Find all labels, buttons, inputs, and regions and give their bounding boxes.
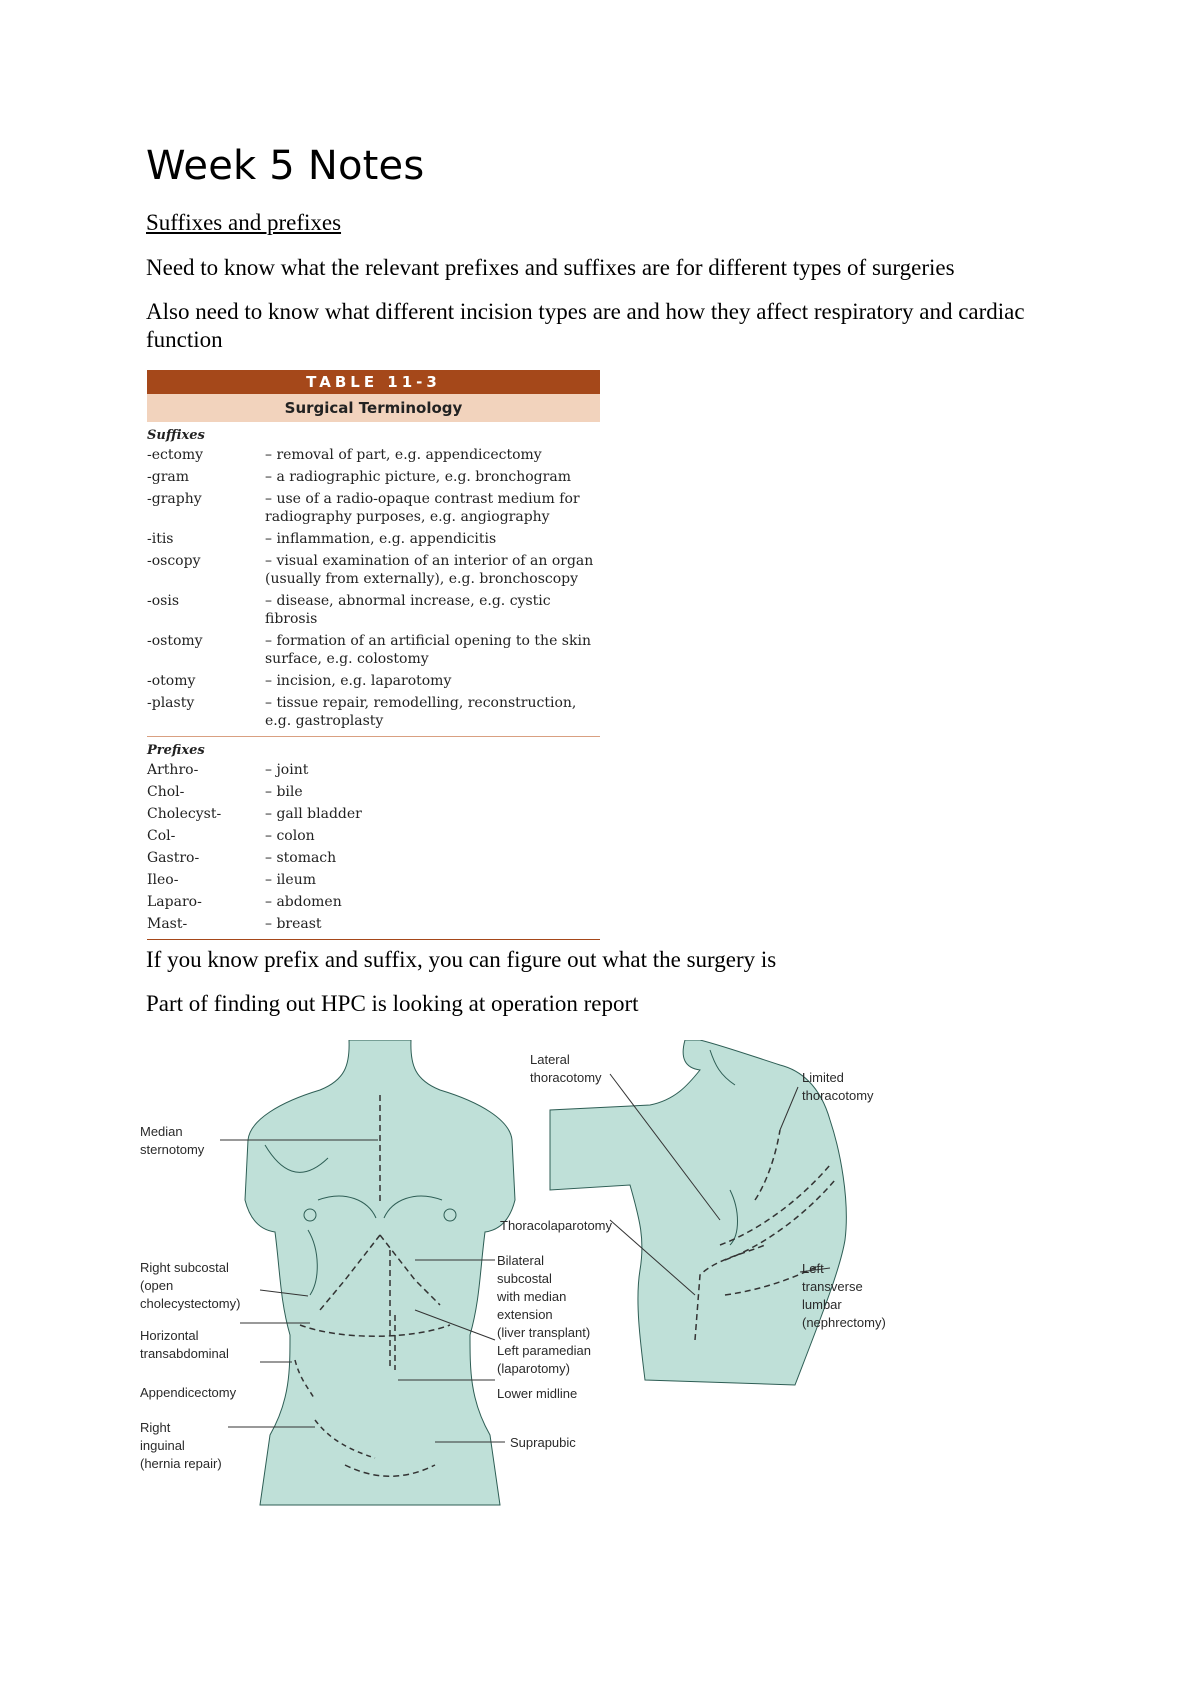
prefix-definition: – breast bbox=[265, 916, 322, 932]
suffix-term: -osis bbox=[147, 593, 180, 609]
prefix-definition: – colon bbox=[265, 828, 315, 844]
label-limited-thoracotomy-1: Limited bbox=[802, 1070, 844, 1085]
suffix-row bbox=[147, 530, 600, 548]
prefix-definition: – stomach bbox=[265, 850, 337, 866]
label-right-subcostal-1: Right subcostal bbox=[140, 1260, 229, 1275]
suffix-definition: – use of a radio-opaque contrast medium for radiography purposes, e.g. angiography bbox=[265, 491, 580, 525]
paragraph-prefix-suffix: Need to know what the relevant prefixes and suffixes are for different types of surgeries bbox=[146, 255, 955, 280]
suffix-definition: – formation of an artificial opening to the skin surface, e.g. colostomy bbox=[265, 633, 591, 667]
svg-text:Bilateral subcostal wi bbox=[496, 1253, 590, 1340]
prefix-row bbox=[147, 915, 600, 933]
suffix-definition: – tissue repair, remodelling, reconstruction, e.g. gastroplasty bbox=[265, 695, 577, 729]
label-right-subcostal-3: cholecystectomy) bbox=[140, 1296, 241, 1311]
prefix-definition: – ileum bbox=[265, 872, 316, 888]
svg-text:Right inguinal (hernia bbox=[140, 1420, 222, 1471]
section-heading: Suffixes and prefixes bbox=[146, 210, 342, 235]
suffix-term: -itis bbox=[147, 531, 174, 547]
label-limited-thoracotomy-2: thoracotomy bbox=[802, 1088, 874, 1103]
label-bilateral-5: (liver transplant) bbox=[497, 1325, 591, 1340]
prefix-row bbox=[147, 893, 600, 911]
svg-text:Right subcostal (open bbox=[140, 1260, 240, 1311]
label-right-inguinal-1: Right bbox=[140, 1420, 171, 1435]
incision-diagram bbox=[140, 1040, 980, 1520]
table-divider bbox=[147, 736, 600, 737]
suffix-term: -gram bbox=[147, 469, 190, 485]
label-appendicectomy: Appendicectomy bbox=[140, 1385, 237, 1400]
prefix-term: Cholecyst- bbox=[147, 806, 222, 822]
svg-text:Lateral thoracotomy bbox=[530, 1052, 602, 1085]
label-left-transverse-lumbar-4: (nephrectomy) bbox=[802, 1315, 886, 1330]
suffix-list bbox=[147, 446, 600, 730]
prefix-term: Laparo- bbox=[147, 894, 202, 910]
paragraph-incision-types: Also need to know what different incision types are and how they affect respiratory and cardiac function bbox=[146, 299, 1025, 352]
svg-text:Horizontal transabdominal bbox=[140, 1328, 229, 1361]
table-number: TABLE 11-3 bbox=[147, 370, 600, 394]
svg-text:Median sternotomy bbox=[140, 1124, 205, 1157]
suffix-definition: – disease, abnormal increase, e.g. cystic fibrosis bbox=[265, 593, 551, 627]
label-right-inguinal-3: (hernia repair) bbox=[140, 1456, 222, 1471]
suffix-definition: – visual examination of an interior of an organ (usually from externally), e.g. bronchoscopy bbox=[265, 553, 594, 587]
suffix-row bbox=[147, 446, 600, 464]
label-left-transverse-lumbar-2: transverse bbox=[802, 1279, 863, 1294]
label-bilateral-3: with median bbox=[497, 1289, 567, 1304]
suffix-term: -ectomy bbox=[147, 447, 204, 463]
suffix-definition: – removal of part, e.g. appendicectomy bbox=[265, 447, 542, 463]
suffix-term: -ostomy bbox=[147, 633, 203, 649]
label-bilateral-2: subcostal bbox=[497, 1271, 552, 1286]
table-bottom-rule bbox=[147, 939, 600, 940]
label-left-transverse-lumbar-3: lumbar bbox=[802, 1297, 842, 1312]
table-title: Surgical Terminology bbox=[147, 394, 600, 422]
prefix-term: Arthro- bbox=[147, 762, 199, 778]
suffix-row bbox=[147, 632, 600, 668]
label-bilateral-4: extension bbox=[497, 1307, 553, 1322]
paragraph-figure-out: If you know prefix and suffix, you can figure out what the surgery is bbox=[146, 947, 777, 972]
label-left-paramedian-1: Left paramedian bbox=[497, 1343, 591, 1358]
label-bilateral-1: Bilateral bbox=[497, 1253, 544, 1268]
label-median-sternotomy-1: Median bbox=[140, 1124, 183, 1139]
suffix-definition: – inflammation, e.g. appendicitis bbox=[265, 531, 497, 547]
prefix-definition: – gall bladder bbox=[265, 806, 362, 822]
prefix-row bbox=[147, 871, 600, 889]
prefix-term: Chol- bbox=[147, 784, 185, 800]
prefix-row bbox=[147, 761, 600, 779]
label-median-sternotomy-2: sternotomy bbox=[140, 1142, 205, 1157]
suffix-row bbox=[147, 468, 600, 486]
surgical-terminology-table bbox=[147, 370, 600, 946]
suffix-term: -plasty bbox=[147, 695, 195, 711]
prefixes-heading: Prefixes bbox=[147, 743, 205, 758]
label-horizontal-1: Horizontal bbox=[140, 1328, 199, 1343]
prefix-definition: – abdomen bbox=[265, 894, 342, 910]
label-left-transverse-lumbar-1: Left bbox=[802, 1261, 824, 1276]
suffix-definition: – incision, e.g. laparotomy bbox=[265, 673, 452, 689]
prefix-definition: – bile bbox=[265, 784, 303, 800]
page-title: Week 5 Notes bbox=[146, 143, 425, 189]
prefix-term: Col- bbox=[147, 828, 176, 844]
suffix-row bbox=[147, 490, 600, 526]
suffix-definition: – a radiographic picture, e.g. bronchogram bbox=[265, 469, 571, 485]
prefix-row bbox=[147, 827, 600, 845]
suffixes-heading: Suffixes bbox=[147, 428, 205, 443]
prefix-row bbox=[147, 849, 600, 867]
label-left-paramedian-2: (laparotomy) bbox=[497, 1361, 570, 1376]
prefix-row bbox=[147, 805, 600, 823]
label-suprapubic: Suprapubic bbox=[510, 1435, 576, 1450]
suffix-row bbox=[147, 694, 600, 730]
suffix-row bbox=[147, 552, 600, 588]
svg-text:Left paramedian (laparotom bbox=[497, 1343, 595, 1376]
suffix-term: -graphy bbox=[147, 491, 202, 507]
suffix-term: -otomy bbox=[147, 673, 196, 689]
label-lower-midline: Lower midline bbox=[497, 1386, 578, 1401]
label-thoracolaparotomy: Thoracolaparotomy bbox=[500, 1218, 612, 1233]
prefix-list bbox=[147, 761, 600, 933]
prefix-term: Ileo- bbox=[147, 872, 179, 888]
label-right-subcostal-2: (open bbox=[140, 1278, 174, 1293]
label-right-inguinal-2: inguinal bbox=[140, 1438, 185, 1453]
suffix-row bbox=[147, 592, 600, 628]
suffix-term: -oscopy bbox=[147, 553, 201, 569]
prefix-row bbox=[147, 783, 600, 801]
prefix-definition: – joint bbox=[265, 762, 309, 778]
label-horizontal-2: transabdominal bbox=[140, 1346, 229, 1361]
prefix-term: Gastro- bbox=[147, 850, 200, 866]
prefix-term: Mast- bbox=[147, 916, 188, 932]
suffix-row bbox=[147, 672, 600, 690]
paragraph-hpc: Part of finding out HPC is looking at operation report bbox=[146, 991, 639, 1016]
label-lateral-thoracotomy-2: thoracotomy bbox=[530, 1070, 602, 1085]
label-lateral-thoracotomy-1: Lateral bbox=[530, 1052, 570, 1067]
